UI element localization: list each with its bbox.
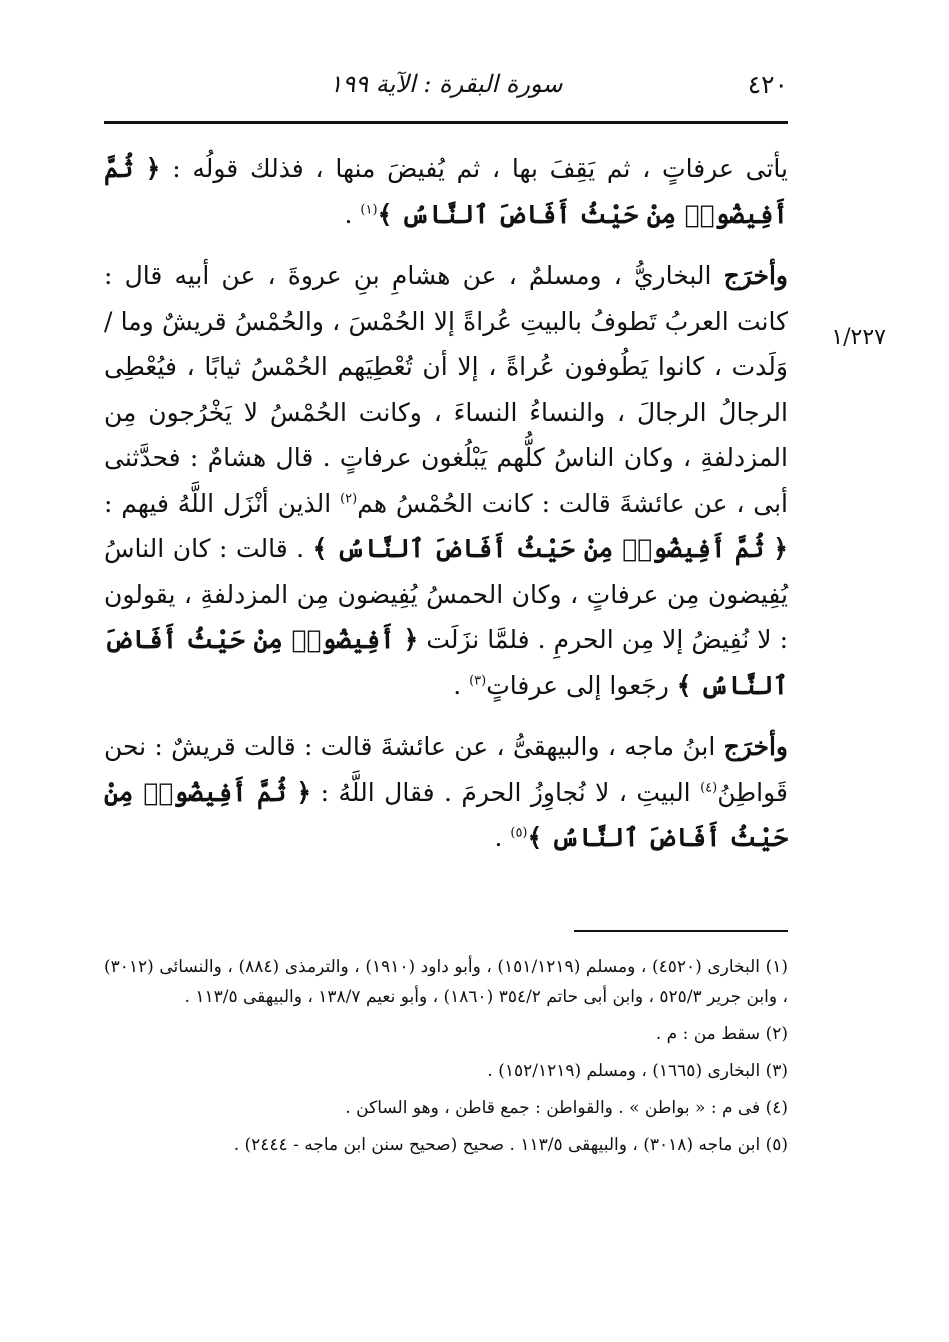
main-text xyxy=(104,146,788,877)
quran-verse: ﴿ ثُمَّ أَفِيضُوا۟ مِنْ حَيْثُ أَفَاضَ ٱلنَّاسُ ﴾ xyxy=(104,154,788,229)
quran-verse: ﴿ ثُمَّ أَفِيضُوا۟ مِنْ حَيْثُ أَفَاضَ ٱلنَّاسُ ﴾ xyxy=(104,777,788,852)
text-run: رجَعوا إلى عرفاتٍ xyxy=(486,670,677,700)
paragraph-lead: وأخرَج xyxy=(723,261,788,290)
text-run: البخاريُّ ، ومسلمٌ ، عن هشامِ بنِ عروةَ ، عن أبيه قال : كانت العربُ تَطوفُ بالبيتِ عُراةً إلا الحُمْسَ ، والحُمْسُ قريشٌ وما /وَلَدت ، كانوا يَطُوفون عُراةً ، إلا أن تُعْطِيَهم الحُمْسُ ثيابًا ، فيُعْطِى الرجالُ الرجالَ ، والنساءُ النساءَ ، وكانت الحُمْسُ لا يَخْرُجون مِن المزدلفةِ ، وكان الناسُ كلُّهم يَبْلُغون عرفاتٍ . قال هشامٌ : فحدَّثنى أبى ، عن عائشةَ قالت : كانت الحُمْسُ هم xyxy=(104,261,788,518)
footnote-2: (٢) سقط من : م . xyxy=(655,1024,788,1044)
footnote-5: (٥) ابن ماجه (٣٠١٨) ، والبيهقى ١١٣/٥ . صحيح (صحيح سنن ابن ماجه - ٢٤٤٤) . xyxy=(233,1135,788,1155)
footnote-marker: (٥) xyxy=(510,825,528,841)
text-run: البيتِ ، لا نُجاوِزُ الحرمَ . فقال اللَّهُ : xyxy=(311,777,701,807)
text-run: . xyxy=(453,670,470,700)
footnotes xyxy=(104,952,788,1167)
footnote-4: (٤) فى م : « بواطن » . والقواطن : جمع قاطن ، وهو الساكن . xyxy=(345,1098,788,1118)
text-run: الذين أنْزَل اللَّهُ فيهم : xyxy=(104,488,341,518)
quran-verse: ﴿ أَفِيضُوا۟ مِنْ حَيْثُ أَفَاضَ ٱلنَّاسُ ﴾ xyxy=(104,625,788,700)
text-run: . xyxy=(344,199,361,229)
paragraph-3 xyxy=(104,724,788,861)
footnote-separator xyxy=(574,930,788,932)
text-run: . xyxy=(494,823,511,852)
paragraph-lead: وأخرَج xyxy=(723,732,788,761)
page-number: ٤٢٠ xyxy=(747,70,788,99)
running-title: سورة البقرة : الآية ١٩٩ xyxy=(329,70,563,98)
header-rule xyxy=(104,121,788,124)
paragraph-1 xyxy=(104,146,788,237)
footnote-marker: (٢) xyxy=(340,491,358,507)
footnote-marker: (٣) xyxy=(469,673,487,689)
text-run: . قالت : كان الناسُ يُفِيضون مِن عرفاتٍ ، وكان الحمسُ يُفِيضون مِن المزدلفةِ ، يقولون : لا نُفِيضُ إلا مِن الحرمِ . فلمَّا نزَلَت xyxy=(104,534,788,654)
footnote-marker: (٤) xyxy=(700,780,718,796)
footnote-3: (٣) البخارى (١٦٦٥) ، ومسلم (١٥٢/١٢١٩) . xyxy=(487,1061,788,1081)
margin-reference: ١/٢٢٧ xyxy=(831,325,886,350)
quran-verse: ﴿ ثُمَّ أَفِيضُوا۟ مِنْ حَيْثُ أَفَاضَ ٱلنَّاسُ ﴾ xyxy=(312,534,788,563)
text-run: ابنُ ماجه ، والبيهقىُّ ، عن عائشةَ قالت : قالت قريشٌ : نحن قَواطِنُ xyxy=(104,732,788,807)
footnote-1: (١) البخارى (٤٥٢٠) ، ومسلم (١٥١/١٢١٩) ، وأبو داود (١٩١٠) ، والترمذى (٨٨٤) ، والنسائى (٣٠١٢) ، وابن جرير ٥٢٥/٣ ، وابن أبى حاتم ٣٥٤/٢ (١٨٦٠) ، وأبو نعيم ١٣٨/٧ ، والبيهقى ١١٣/٥ . xyxy=(104,957,789,1007)
footnote-marker: (١) xyxy=(360,202,378,218)
paragraph-2 xyxy=(104,253,788,708)
text-run: يأتى عرفاتٍ ، ثم يَقِفَ بها ، ثم يُفيضَ منها ، فذلك قولُه : xyxy=(160,154,788,183)
page-header xyxy=(104,66,788,106)
